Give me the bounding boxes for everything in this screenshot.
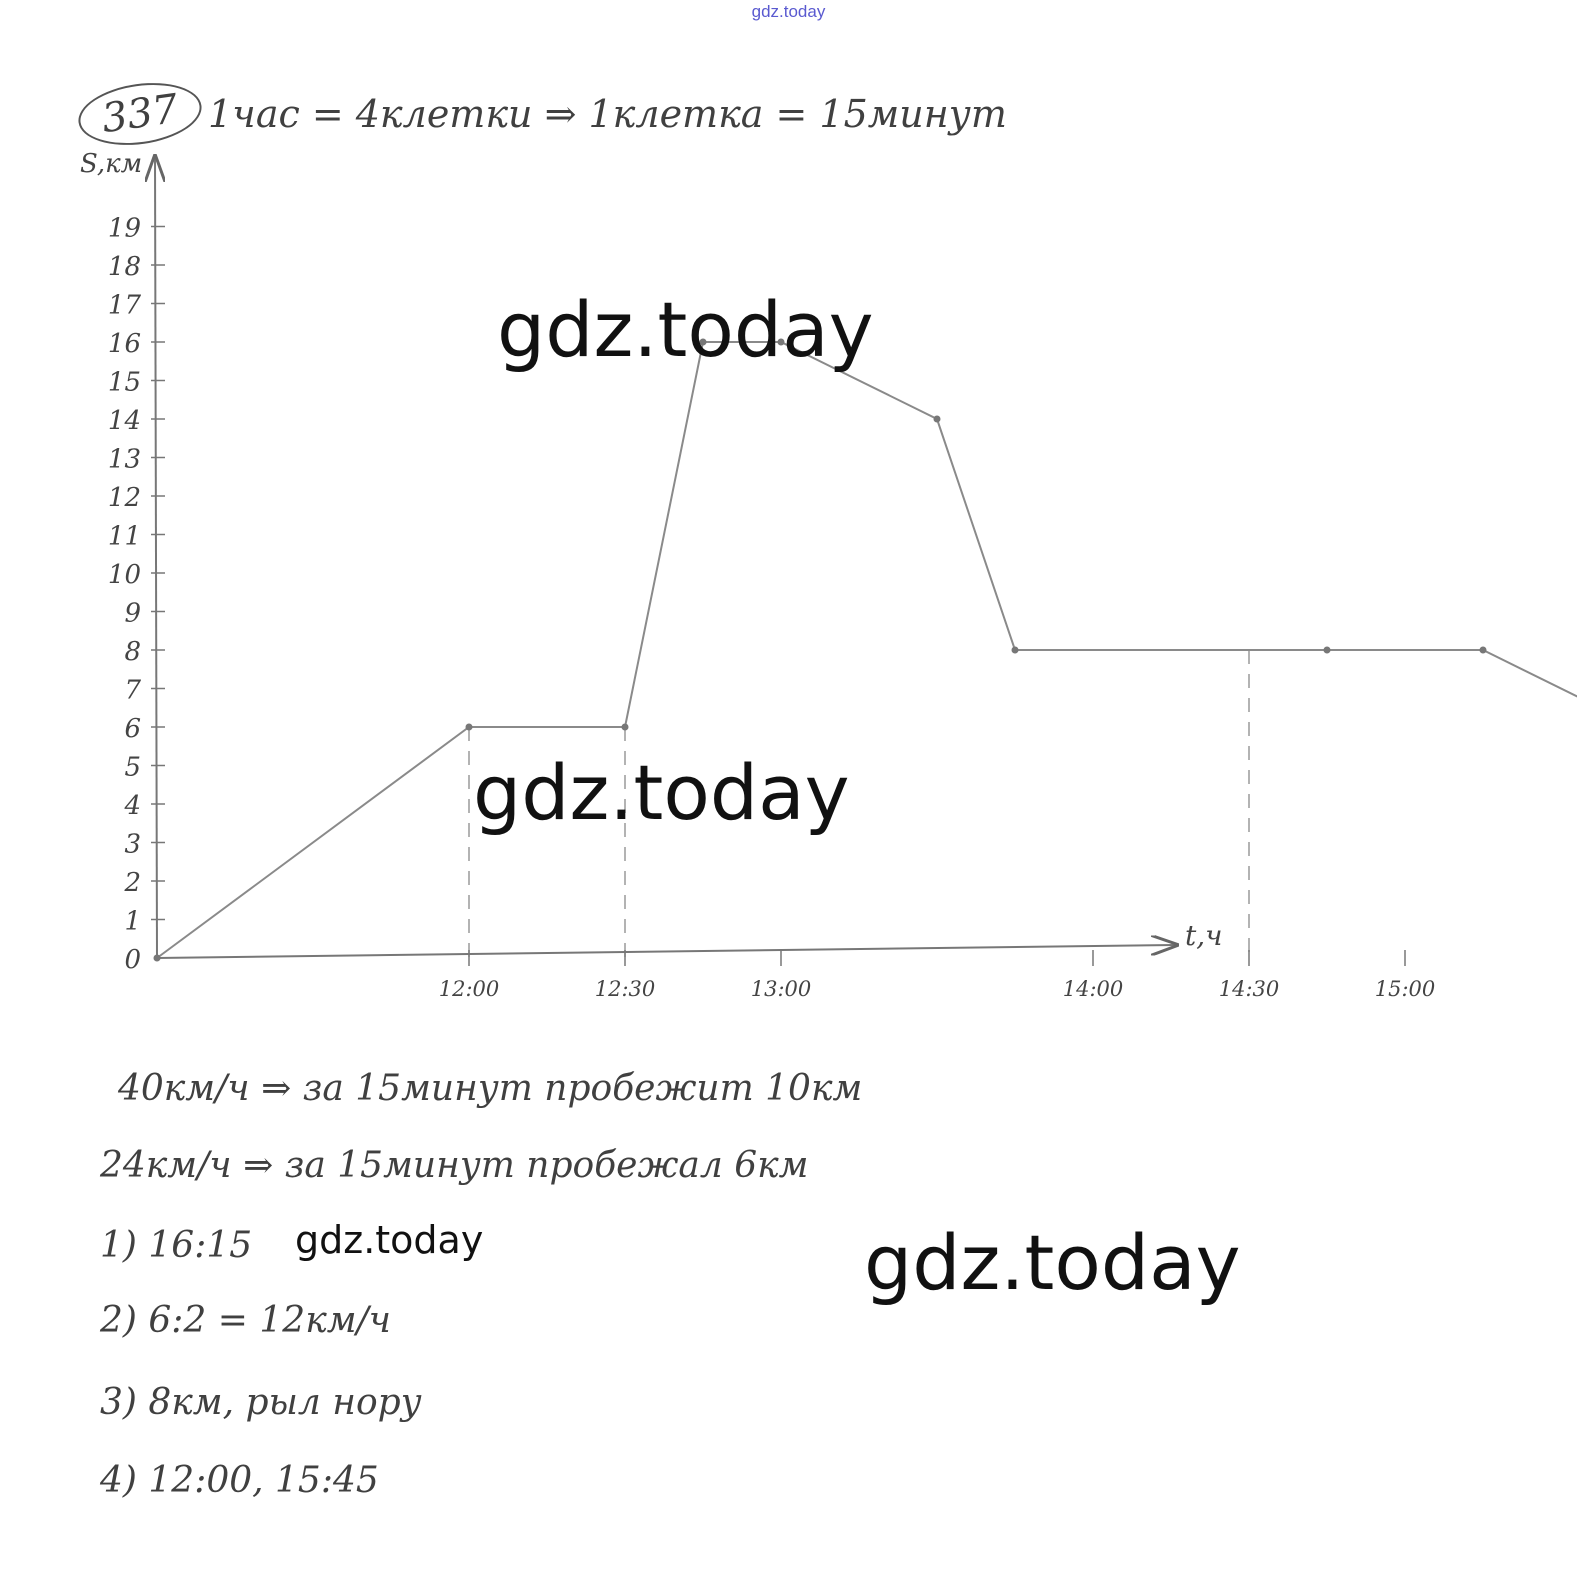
- watermark: gdz.today: [473, 748, 850, 837]
- y-tick-label: 3: [124, 829, 141, 860]
- data-point: [1480, 647, 1487, 654]
- y-tick-label: 13: [107, 444, 141, 475]
- solution-line: 40км/ч ⇒ за 15минут пробежит 10км: [118, 1068, 863, 1109]
- y-tick-label: 0: [124, 945, 141, 975]
- site-link[interactable]: gdz.today: [751, 2, 826, 21]
- y-tick-label: 16: [107, 329, 141, 359]
- x-tick-label: 14:30: [1218, 977, 1280, 1001]
- watermark: gdz.today: [864, 1218, 1241, 1307]
- data-point: [934, 416, 941, 423]
- watermark: gdz.today: [295, 1218, 484, 1262]
- y-tick-label: 12: [107, 483, 141, 513]
- data-point: [1324, 647, 1331, 654]
- y-tick-label: 6: [124, 714, 141, 744]
- solution-line: 3) 8км, рыл нору: [100, 1382, 422, 1423]
- solution-line: 4) 12:00, 15:45: [100, 1460, 379, 1501]
- y-tick-label: 19: [107, 213, 141, 244]
- data-point: [1012, 647, 1019, 654]
- y-tick-label: 11: [107, 521, 141, 552]
- data-point: [466, 724, 473, 731]
- x-tick-label: 14:00: [1062, 977, 1124, 1001]
- solution-line: 1) 16:15: [100, 1225, 253, 1266]
- y-tick-label: 18: [107, 252, 141, 282]
- problem-number: 337: [74, 76, 205, 153]
- y-tick-label: 7: [124, 675, 141, 706]
- y-tick-label: 10: [107, 560, 141, 590]
- x-axis-label: t,ч: [1185, 919, 1223, 952]
- y-tick-label: 8: [124, 637, 141, 667]
- solution-line: 2) 6:2 = 12км/ч: [100, 1300, 392, 1341]
- y-axis: [155, 158, 157, 958]
- x-tick-label: 12:00: [438, 977, 500, 1001]
- watermark: gdz.today: [497, 285, 874, 374]
- y-tick-label: 5: [124, 752, 141, 783]
- data-point: [622, 724, 629, 731]
- data-point: [154, 955, 161, 962]
- x-axis: [157, 945, 1175, 958]
- series-line: [157, 342, 1577, 958]
- y-tick-label: 1: [124, 906, 141, 937]
- x-tick-label: 12:30: [594, 977, 656, 1001]
- scale-note: 1час = 4клетки ⇒ 1клетка = 15минут: [208, 92, 1007, 136]
- y-tick-label: 9: [124, 598, 141, 629]
- y-axis-label: S,км: [80, 149, 143, 179]
- y-tick-label: 17: [107, 290, 141, 321]
- y-tick-label: 14: [107, 406, 141, 436]
- x-tick-label: 15:00: [1374, 977, 1436, 1001]
- solution-line: 24км/ч ⇒ за 15минут пробежал 6км: [100, 1145, 809, 1186]
- x-tick-label: 13:00: [750, 977, 812, 1001]
- y-tick-label: 15: [107, 367, 141, 398]
- y-tick-label: 4: [124, 791, 141, 821]
- y-tick-label: 2: [124, 868, 141, 898]
